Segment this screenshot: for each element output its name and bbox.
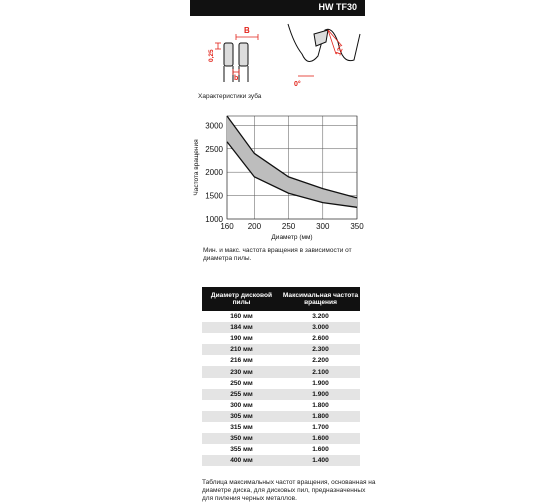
table-row: [202, 422, 360, 433]
table-row: [202, 444, 360, 455]
table-cell-diameter: 315 мм: [230, 423, 253, 431]
table-cell-diameter: 230 мм: [230, 368, 253, 376]
y-tick-label: 2000: [205, 168, 223, 178]
label-b: b: [234, 75, 239, 82]
table-cell-rpm: 1.900: [312, 379, 329, 387]
table-row: [202, 344, 360, 355]
table-row: [202, 322, 360, 333]
table-note: Таблица максимальных частот вращения, основанная на диаметре диска, для дисковых пил, предназначенных для пиления черных металлов.: [202, 479, 376, 502]
table-cell-rpm: 2.300: [312, 346, 329, 354]
x-tick-label: 350: [350, 222, 364, 231]
table-cell-rpm: 1.800: [312, 401, 329, 409]
table-cell-rpm: 1.600: [312, 435, 329, 443]
y-tick-label: 1000: [205, 215, 223, 224]
table-row: [202, 311, 360, 322]
y-tick-label: 2500: [205, 144, 223, 154]
tooth-caption: Характеристики зуба: [198, 93, 262, 100]
table-cell-diameter: 400 мм: [230, 457, 253, 465]
y-axis-label: Частота вращения: [193, 139, 200, 196]
table-cell-diameter: 250 мм: [230, 379, 253, 387]
table-cell-rpm: 2.600: [312, 335, 329, 343]
label-thickness: 0,25: [208, 49, 215, 62]
table-cell-rpm: 1.700: [312, 423, 329, 431]
table-cell-diameter: 210 мм: [230, 346, 253, 354]
x-tick-label: 160: [220, 222, 234, 231]
rpm-chart: [190, 108, 370, 242]
table-cell-rpm: 3.000: [312, 324, 329, 332]
table-row: [202, 378, 360, 389]
x-axis-label: Диаметр (мм): [271, 234, 313, 241]
y-tick-label: 1500: [205, 191, 223, 201]
x-tick-label: 250: [281, 222, 296, 231]
table-cell-diameter: 190 мм: [230, 335, 253, 343]
table-row: [202, 400, 360, 411]
table-row: [202, 355, 360, 366]
x-tick-label: 200: [247, 222, 262, 231]
table-cell-diameter: 255 мм: [230, 390, 253, 398]
table-row: [202, 389, 360, 400]
table-cell-diameter: 300 мм: [230, 401, 253, 409]
table-cell-rpm: 1.900: [312, 390, 329, 398]
x-tick-label: 300: [316, 222, 330, 231]
table-header-diameter: Диаметр дисковой пилы: [210, 291, 273, 306]
table-cell-rpm: 1.400: [312, 457, 329, 465]
label-angle-bottom: 0°: [294, 81, 301, 88]
tooth-diagram: [190, 16, 365, 88]
label-angle-top: 12°: [335, 44, 346, 57]
table-cell-diameter: 160 мм: [230, 313, 253, 321]
table-cell-rpm: 1.600: [312, 446, 329, 454]
table-cell-diameter: 216 мм: [230, 357, 253, 365]
product-code: HW TF30: [318, 2, 357, 12]
product-banner: [190, 0, 365, 16]
table-body: [202, 311, 360, 466]
table-row: [202, 455, 360, 466]
table-row: [202, 366, 360, 377]
rpm-table: [202, 287, 360, 466]
table-cell-rpm: 2.200: [312, 357, 329, 365]
table-header: [202, 287, 360, 311]
table-header-rpm: Максимальная частота вращения: [282, 291, 359, 306]
table-row: [202, 411, 360, 422]
table-cell-diameter: 305 мм: [230, 412, 253, 420]
table-cell-rpm: 1.800: [312, 412, 329, 420]
label-B: B: [244, 26, 250, 35]
table-cell-diameter: 184 мм: [230, 324, 253, 332]
table-row: [202, 433, 360, 444]
table-cell-rpm: 2.100: [312, 368, 329, 376]
table-cell-diameter: 355 мм: [230, 446, 253, 454]
table-cell-diameter: 350 мм: [230, 435, 253, 443]
table-row: [202, 333, 360, 344]
y-tick-label: 3000: [205, 121, 223, 131]
chart-note: Мин. и макс. частота вращения в зависимости от диаметра пилы.: [203, 247, 352, 262]
table-cell-rpm: 3.200: [312, 313, 329, 321]
